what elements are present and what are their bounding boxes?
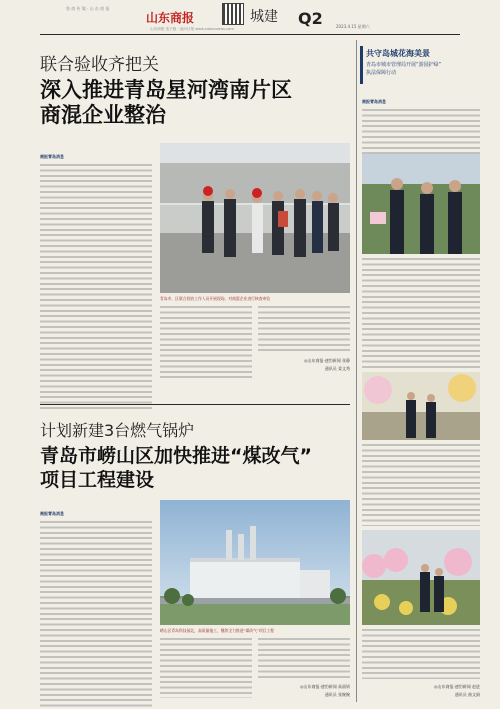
park-patrol-photo bbox=[362, 372, 480, 440]
article1-kicker: 联合验收齐把关 bbox=[40, 55, 159, 75]
masthead-paper-logo: 山东商报 bbox=[146, 11, 195, 25]
article1-lead: 商报青岛消息 bbox=[40, 154, 64, 159]
masthead-rule bbox=[40, 34, 460, 35]
article1-photo-caption: 青岛市、区联合验收工作人员开展现场，对商混企业进行核查审验 bbox=[160, 296, 271, 301]
article1-byline-2: 通讯员 姜文秀 bbox=[324, 366, 350, 371]
sidebar-body-2 bbox=[362, 258, 480, 368]
sidebar-body-4 bbox=[362, 629, 480, 679]
masthead-page: Q2 bbox=[298, 9, 323, 28]
article2-text-texture bbox=[40, 521, 152, 709]
article2-byline-1: ◎山东商报·速豹新闻 高丽妍 bbox=[299, 684, 350, 689]
article2-photo bbox=[160, 500, 350, 625]
masthead-section: 城建 bbox=[250, 9, 278, 25]
article1-text-texture bbox=[40, 164, 152, 412]
article1-byline-1: ◎山东商报·速豹新闻 张静 bbox=[303, 358, 350, 363]
masthead-site: 山东商报 电子版 · 追问日报 www.subaonews.com bbox=[150, 27, 234, 31]
sidebar-body-1 bbox=[362, 88, 480, 150]
masthead-date: 2023.4.15 星期六 bbox=[336, 24, 370, 29]
article2-body-col3 bbox=[258, 638, 350, 678]
sidebar-rule bbox=[356, 40, 357, 702]
article2-headline-line2: 项目工程建设 bbox=[40, 469, 155, 491]
boiler-building-photo bbox=[160, 500, 350, 625]
article1-body-col2 bbox=[160, 306, 252, 381]
article1-body-col1 bbox=[40, 143, 152, 398]
qr-code bbox=[222, 3, 244, 25]
article2-lead: 商报青岛消息 bbox=[40, 511, 64, 516]
inspection-photo bbox=[160, 143, 350, 293]
masthead bbox=[0, 0, 500, 36]
article1-headline-line2: 商混企业整治 bbox=[40, 103, 166, 127]
flower-garden-photo bbox=[362, 530, 480, 625]
masthead-tagline: 鲁 商 传 媒 · 山 东 商 报 bbox=[66, 6, 110, 11]
sidebar-lead: 商报青岛消息 bbox=[362, 99, 386, 104]
sidebar-headline-line2: 执法保障行动 bbox=[366, 70, 397, 76]
article-divider bbox=[40, 404, 350, 405]
sidebar-byline-2: 通讯员 曲文娟 bbox=[454, 692, 480, 697]
sidebar-photo-1 bbox=[362, 154, 480, 254]
article1-photo bbox=[160, 143, 350, 293]
sidebar-headline-line1: 青岛市城市管理局开展“游园护绿” bbox=[366, 62, 442, 68]
article2-body-col1 bbox=[40, 500, 152, 700]
article2-byline-2: 通讯员 张婉婉 bbox=[324, 692, 350, 697]
enforcement-photo bbox=[362, 154, 480, 254]
sidebar-photo-2 bbox=[362, 372, 480, 440]
article2-photo-caption: 崂山区青岛科技园北，高质量施工，继续全力推进“煤改气”项目工程 bbox=[160, 628, 275, 633]
article1-body-col3 bbox=[258, 306, 350, 354]
sidebar-body-3 bbox=[362, 444, 480, 526]
article2-kicker: 计划新建3台燃气锅炉 bbox=[40, 421, 195, 440]
sidebar-photo-3 bbox=[362, 530, 480, 625]
sidebar-kicker: 共守岛城花海美景 bbox=[366, 49, 430, 58]
article1-headline-line1: 深入推进青岛星河湾南片区 bbox=[40, 78, 292, 102]
sidebar-byline-1: ◎山东商报·速豹新闻 赵进 bbox=[433, 684, 480, 689]
article2-body-col2 bbox=[160, 638, 252, 698]
article2-headline-line1: 青岛市崂山区加快推进“煤改气” bbox=[40, 445, 312, 467]
